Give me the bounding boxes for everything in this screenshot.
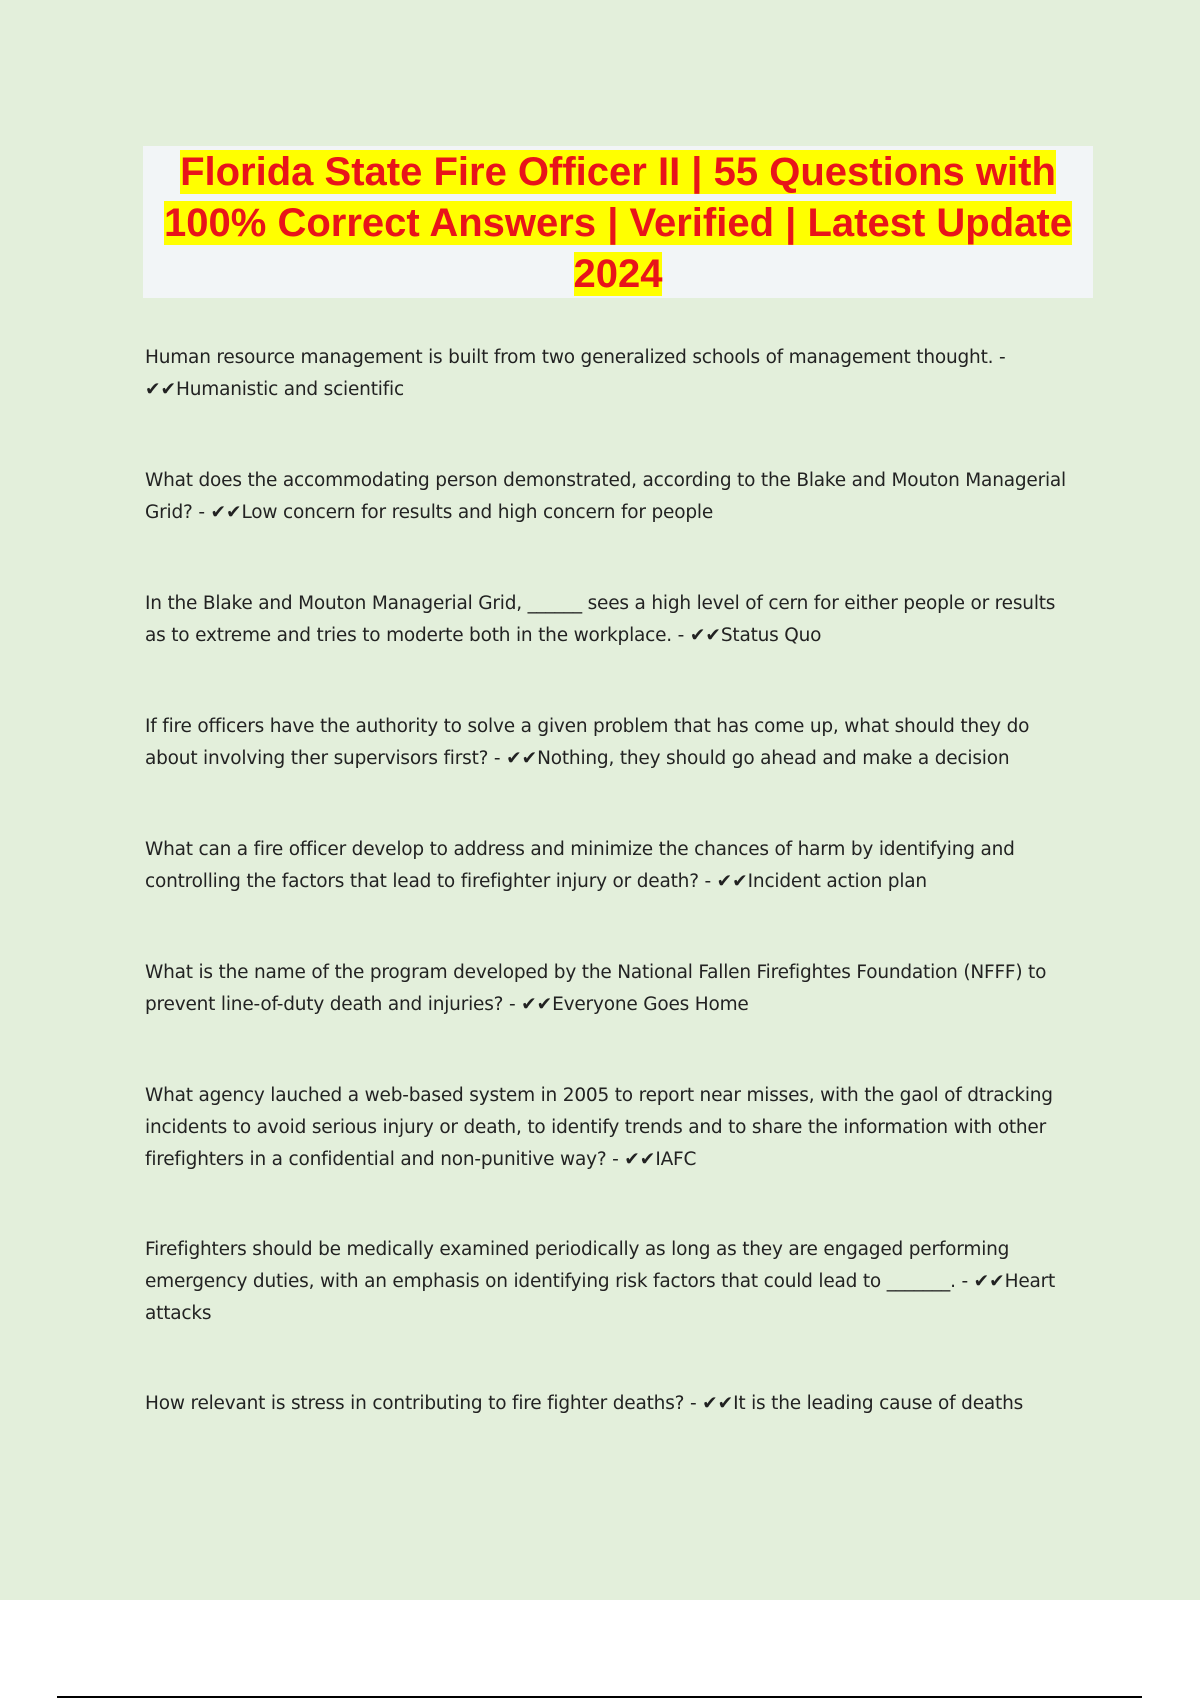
qa-item-1 [145, 342, 1080, 406]
question-text: Firefighters should be medically examined periodically as long as they are engaged performing emergency duties, with an emphasis on identifying risk factors that could lead to _______. - [145, 1239, 1010, 1292]
qa-item-4 [145, 711, 1080, 775]
answer-text: Status Quo [720, 625, 822, 646]
qa-item-7 [145, 1080, 1080, 1176]
question-text: What can a fire officer develop to address and minimize the chances of harm by identifying and controlling the factors that lead to firefighter injury or death? - [145, 839, 1015, 892]
question-text: Human resource management is built from two generalized schools of management thought. - [145, 347, 1006, 368]
check-icon: ✔✔ [689, 625, 721, 646]
question-text: How relevant is stress in contributing to fire fighter deaths? - [145, 1393, 703, 1414]
question-text: What agency lauched a web-based system in 2005 to report near misses, with the gaol of dtracking incidents to avoid serious injury or death, to identify trends and to share the information with other firefighters in a confidential and non-punitive way? - [145, 1085, 1053, 1170]
qa-item-2 [145, 465, 1080, 529]
answer-text: Everyone Goes Home [552, 994, 749, 1015]
answer-text: Heart attacks [145, 1271, 1056, 1324]
check-icon: ✔✔ [145, 379, 177, 400]
answer-text: Nothing, they should go ahead and make a decision [537, 748, 1010, 769]
check-icon: ✔✔ [624, 1149, 656, 1170]
qa-item-8 [145, 1234, 1080, 1330]
check-icon: ✔✔ [506, 748, 538, 769]
document-title [143, 147, 1093, 300]
qa-item-5 [145, 834, 1080, 898]
title-banner [143, 146, 1093, 298]
answer-text: It is the leading cause of deaths [733, 1393, 1024, 1414]
answer-text: Low concern for results and high concern for people [241, 502, 714, 523]
answer-text: Humanistic and scientific [176, 379, 404, 400]
qa-item-3 [145, 588, 1080, 652]
check-icon: ✔✔ [716, 871, 748, 892]
answer-text: IAFC [655, 1149, 697, 1170]
question-text: In the Blake and Mouton Managerial Grid, ______ sees a high level of cern for either people or results as to extreme and tries to moderte both in the workplace. - [145, 593, 1056, 646]
qa-item-6 [145, 957, 1080, 1021]
check-icon: ✔✔ [702, 1393, 734, 1414]
check-icon: ✔✔ [521, 994, 553, 1015]
title-highlight: Florida State Fire Officer II | 55 Questions with 100% Correct Answers | Verified | Latest Update 2024 [164, 150, 1072, 296]
question-text: What is the name of the program developed by the National Fallen Firefightes Foundation (NFFF) to prevent line-of-duty death and injuries? - [145, 962, 1047, 1015]
check-icon: ✔✔ [210, 502, 242, 523]
question-text: If fire officers have the authority to solve a given problem that has come up, what should they do about involving ther supervisors first? - [145, 716, 1030, 769]
answer-text: Incident action plan [747, 871, 927, 892]
qa-item-9 [145, 1388, 1080, 1420]
check-icon: ✔✔ [973, 1271, 1005, 1292]
footer-divider [57, 1696, 1142, 1698]
question-text: What does the accommodating person demonstrated, according to the Blake and Mouton Managerial Grid? - [145, 470, 1066, 523]
